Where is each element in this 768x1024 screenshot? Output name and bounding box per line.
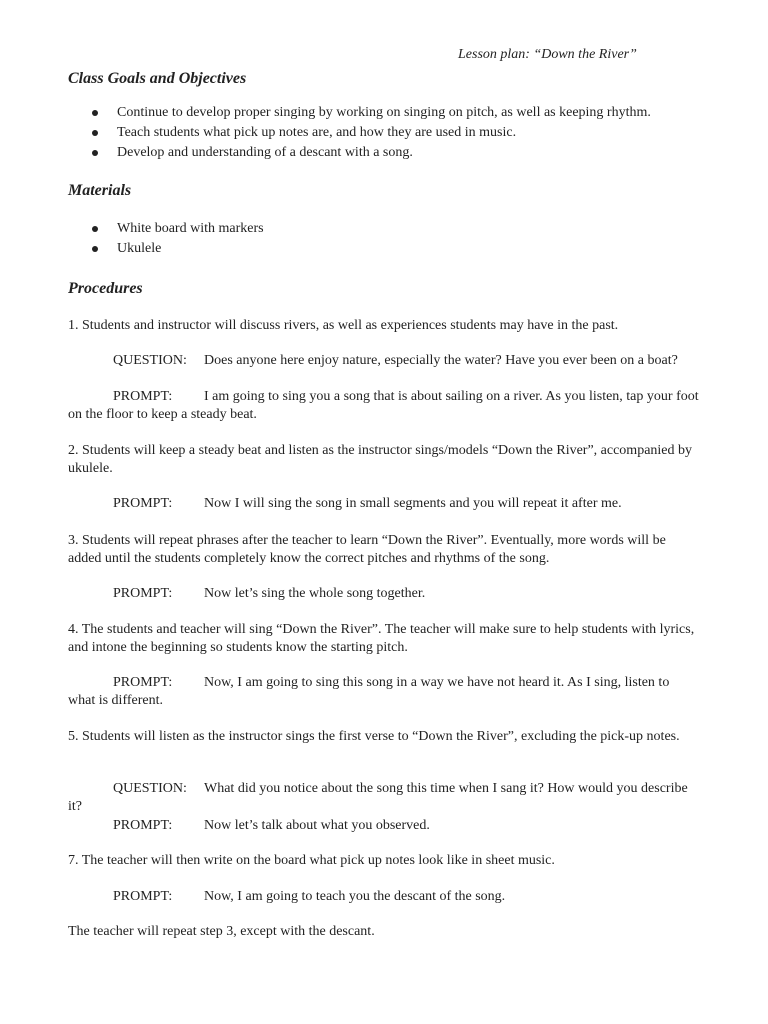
procedures-heading: Procedures bbox=[68, 280, 143, 297]
prompt-label: PROMPT: bbox=[113, 675, 173, 690]
prompt-text: Now I will sing the song in small segments and you will repeat it after me. bbox=[204, 496, 622, 511]
procedure-step-4: 4. The students and teacher will sing “Down the River”. The teacher will make sure to help students with lyrics, and intone the beginning so students know the starting pitch. bbox=[68, 622, 695, 655]
procedure-step-1: 1. Students and instructor will discuss rivers, as well as experiences students may have in the past. bbox=[68, 318, 619, 333]
procedure-step-7: 7. The teacher will then write on the board what pick up notes look like in sheet music. bbox=[68, 853, 555, 868]
materials-item: White board with markers bbox=[90, 219, 264, 239]
prompt-block bbox=[68, 388, 700, 423]
prompt-text: I am going to sing you a song that is about sailing on a river. As you listen, tap your foot on the floor to keep a steady beat. bbox=[68, 389, 699, 422]
prompt-text: Now, I am going to teach you the descant of the song. bbox=[204, 889, 506, 904]
bullet-icon bbox=[92, 130, 98, 136]
closing-note: The teacher will repeat step 3, except with the descant. bbox=[68, 924, 375, 939]
goals-heading: Class Goals and Objectives bbox=[68, 70, 247, 87]
procedure-step-3: 3. Students will repeat phrases after the teacher to learn “Down the River”. Eventually, more words will be added until the students completely know the correct pitches and rhythms of the song. bbox=[68, 533, 666, 566]
goals-item: Develop and understanding of a descant with a song. bbox=[90, 143, 651, 163]
materials-item: Ukulele bbox=[90, 239, 264, 259]
question-label: QUESTION: bbox=[113, 353, 187, 368]
prompt-block bbox=[68, 495, 700, 513]
goals-item: Teach students what pick up notes are, and how they are used in music. bbox=[90, 123, 651, 143]
materials-list bbox=[90, 219, 264, 259]
bullet-icon bbox=[92, 110, 98, 116]
prompt-text: Now let’s talk about what you observed. bbox=[204, 818, 430, 833]
question-text: What did you notice about the song this time when I sang it? How would you describe it? bbox=[68, 781, 688, 814]
bullet-icon bbox=[92, 150, 98, 156]
bullet-icon bbox=[92, 226, 98, 232]
goals-list bbox=[90, 103, 651, 163]
procedure-step-5: 5. Students will listen as the instructor sings the first verse to “Down the River”, excluding the pick-up notes. bbox=[68, 729, 680, 744]
prompt-label: PROMPT: bbox=[113, 586, 173, 601]
procedure-step-2: 2. Students will keep a steady beat and listen as the instructor sings/models “Down the River”, accompanied by ukulele. bbox=[68, 443, 693, 476]
question-text: Does anyone here enjoy nature, especially the water? Have you ever been on a boat? bbox=[204, 353, 678, 368]
page-header: Lesson plan: “Down the River” bbox=[458, 47, 637, 62]
prompt-label: PROMPT: bbox=[113, 496, 173, 511]
prompt-label: PROMPT: bbox=[113, 389, 173, 404]
prompt-text: Now let’s sing the whole song together. bbox=[204, 586, 426, 601]
prompt-block bbox=[68, 585, 700, 603]
prompt-block bbox=[68, 674, 700, 709]
question-block bbox=[68, 780, 700, 815]
prompt-label: PROMPT: bbox=[113, 818, 173, 833]
question-block bbox=[68, 352, 700, 370]
prompt-text: Now, I am going to sing this song in a way we have not heard it. As I sing, listen to what is different. bbox=[68, 675, 670, 708]
materials-heading: Materials bbox=[68, 182, 132, 199]
goals-item: Continue to develop proper singing by working on singing on pitch, as well as keeping rhythm. bbox=[90, 103, 651, 123]
bullet-icon bbox=[92, 246, 98, 252]
prompt-label: PROMPT: bbox=[113, 889, 173, 904]
question-label: QUESTION: bbox=[113, 781, 187, 796]
prompt-block bbox=[68, 888, 700, 906]
prompt-block bbox=[68, 817, 700, 835]
